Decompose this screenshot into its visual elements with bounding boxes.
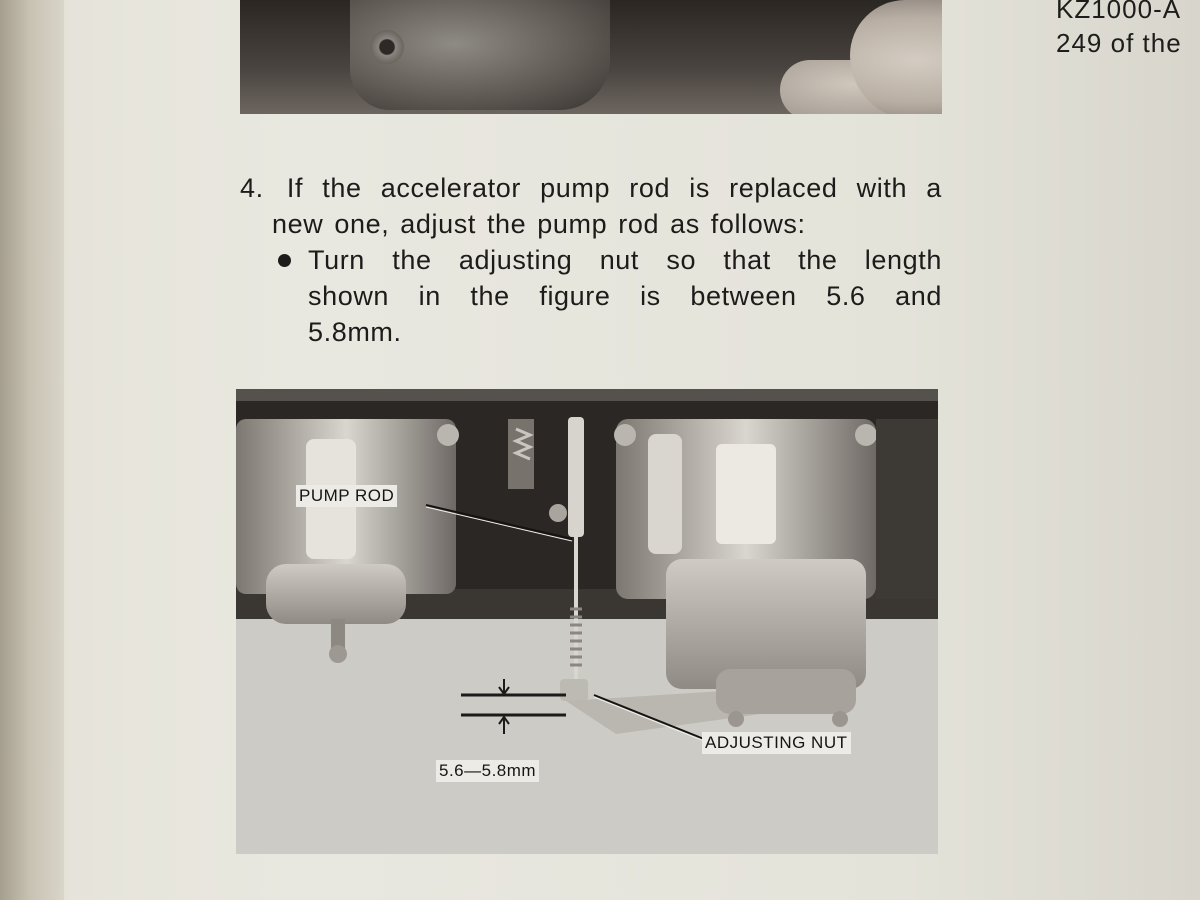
bullet-line1-word: adjusting (458, 245, 573, 275)
bullet-line-3-text: 5.8mm. (308, 317, 402, 347)
side-text-line-1: KZ1000-A (1056, 0, 1182, 24)
carburetor-figure (236, 389, 938, 854)
bullet-line-2 (240, 278, 942, 314)
line1-word: a (926, 173, 942, 203)
bullet-line1-word: so (666, 245, 697, 275)
line1-word: rod (629, 173, 671, 203)
bullet-icon (278, 254, 291, 267)
bullet-line1-word: that (723, 245, 771, 275)
line1-word: pump (540, 173, 611, 203)
instruction-line-1 (240, 170, 942, 206)
line2-word: one, (334, 209, 390, 239)
line1-word: accelerator (380, 173, 521, 203)
bullet-line2-word: and (895, 281, 942, 311)
top-photo (240, 0, 942, 114)
bullet-line1-word: the (392, 245, 432, 275)
line2-word: adjust (400, 209, 476, 239)
label-dimension: 5.6—5.8mm (436, 760, 539, 782)
line2-word: follows: (710, 209, 806, 239)
bullet-line2-word: figure (539, 281, 611, 311)
label-adjusting-nut: ADJUSTING NUT (702, 732, 851, 754)
instruction-text (240, 170, 942, 350)
bullet-line2-word: 5.6 (826, 281, 866, 311)
line2-word: the (486, 209, 527, 239)
side-text-line-2: 249 of the (1056, 28, 1182, 58)
line2-word: new (272, 209, 324, 239)
instruction-line-2 (240, 206, 942, 242)
line1-word: If (286, 173, 304, 203)
carburetor-photo (236, 389, 938, 854)
bullet-line2-word: the (470, 281, 510, 311)
bullet-line2-word: shown (308, 281, 390, 311)
line2-word: as (670, 209, 700, 239)
bullet-line1-word: the (798, 245, 838, 275)
page-gutter (0, 0, 64, 900)
line1-word: is (689, 173, 710, 203)
bullet-line-1 (240, 242, 942, 278)
bullet-line2-word: between (690, 281, 797, 311)
bullet-line2-word: is (640, 281, 661, 311)
line2-word: rod (618, 209, 660, 239)
step-number: 4. (240, 173, 264, 203)
bullet-line2-word: in (418, 281, 441, 311)
side-column-text (1056, 0, 1200, 60)
label-pump-rod: PUMP ROD (296, 485, 397, 507)
line1-word: with (856, 173, 908, 203)
bullet-line-3 (240, 314, 942, 350)
bullet-line1-word: length (864, 245, 942, 275)
line2-word: pump (537, 209, 608, 239)
bolt-icon (370, 30, 404, 64)
bullet-line1-word: nut (599, 245, 640, 275)
line1-word: the (322, 173, 362, 203)
bullet-line1-word: Turn (308, 245, 365, 275)
line1-word: replaced (729, 173, 838, 203)
